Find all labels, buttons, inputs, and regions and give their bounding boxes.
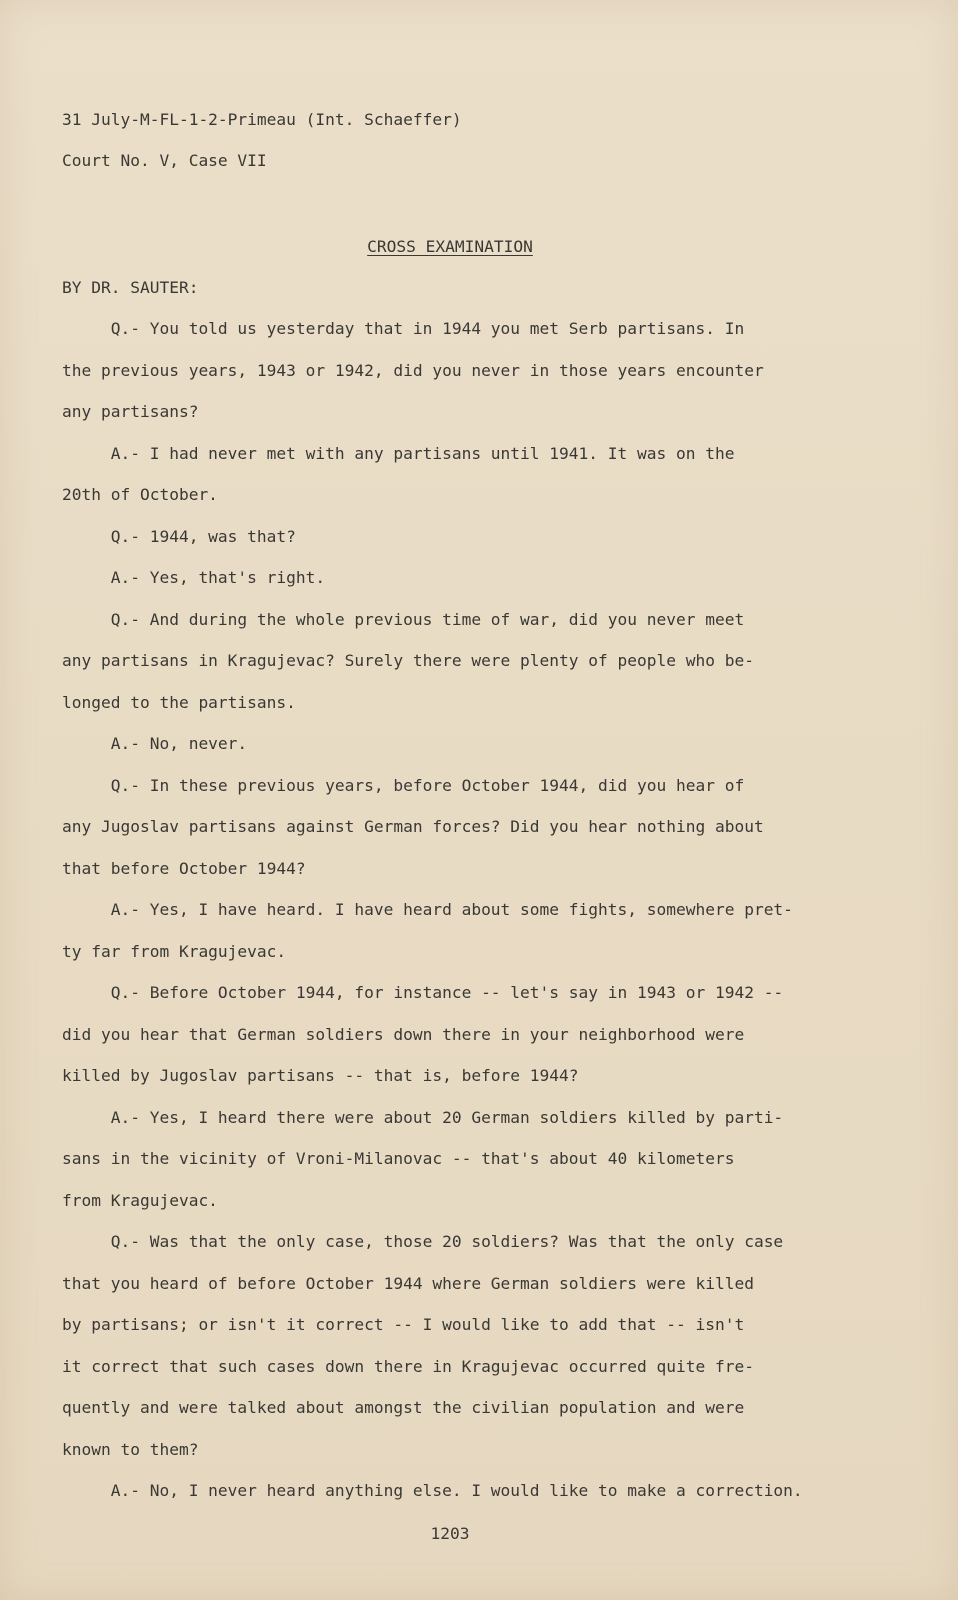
transcript-line: the previous years, 1943 or 1942, did you never in those years encounter — [62, 360, 764, 380]
transcript-line: by partisans; or isn't it correct -- I would like to add that -- isn't — [62, 1315, 745, 1334]
transcript-line: Q.- And during the whole previous time of war, did you never meet — [62, 609, 745, 629]
transcript-line: Q.- Before October 1944, for instance -- let's say in 1943 or 1942 -- — [62, 983, 784, 1002]
transcript-line: killed by Jugoslav partisans -- that is, before 1944? — [62, 1066, 579, 1085]
transcript-line: from Kragujevac. — [62, 1190, 218, 1210]
header-line-2: Court No. V, Case VII — [62, 151, 267, 170]
page-number: 1203 — [430, 1524, 470, 1543]
transcript-line: A.- Yes, that's right. — [62, 568, 326, 587]
transcript-line: that before October 1944? — [62, 858, 306, 878]
transcript-line: A.- No, never. — [62, 734, 248, 753]
transcript-line: known to them? — [62, 1439, 199, 1459]
transcript-line: sans in the vicinity of Vroni-Milanovac -- that's about 40 kilometers — [62, 1149, 735, 1168]
transcript-line: any Jugoslav partisans against German forces? Did you hear nothing about — [62, 817, 764, 836]
transcript-line: Q.- You told us yesterday that in 1944 you met Serb partisans. In — [62, 319, 745, 338]
section-heading: CROSS EXAMINATION — [367, 237, 533, 256]
transcript-line: Q.- 1944, was that? — [62, 526, 296, 546]
transcript-line: A.- Yes, I heard there were about 20 German soldiers killed by parti- — [62, 1107, 784, 1127]
transcript-line: it correct that such cases down there in Kragujevac occurred quite fre- — [62, 1356, 754, 1376]
transcript-line: quently and were talked about amongst the civilian population and were — [62, 1398, 745, 1417]
header-line-1: 31 July-M-FL-1-2-Primeau (Int. Schaeffer) — [62, 110, 462, 129]
transcript-line: ty far from Kragujevac. — [62, 941, 287, 961]
transcript-line: 20th of October. — [62, 485, 218, 504]
transcript-line: A.- I had never met with any partisans until 1941. It was on the — [62, 443, 735, 463]
transcript-line: longed to the partisans. — [62, 692, 296, 712]
transcript-line: A.- Yes, I have heard. I have heard about some fights, somewhere pret- — [62, 900, 793, 919]
transcript-line: Q.- In these previous years, before October 1944, did you hear of — [62, 775, 745, 795]
transcript-line: any partisans? — [62, 402, 199, 421]
transcript-line: did you hear that German soldiers down there in your neighborhood were — [62, 1024, 745, 1044]
transcript-line: that you heard of before October 1944 where German soldiers were killed — [62, 1273, 754, 1293]
transcript-line: Q.- Was that the only case, those 20 soldiers? Was that the only case — [62, 1232, 784, 1251]
examiner-label: BY DR. SAUTER: — [62, 278, 199, 297]
transcript-line: A.- No, I never heard anything else. I would like to make a correction. — [62, 1481, 803, 1500]
transcript-line: any partisans in Kragujevac? Surely there were plenty of people who be- — [62, 651, 754, 670]
